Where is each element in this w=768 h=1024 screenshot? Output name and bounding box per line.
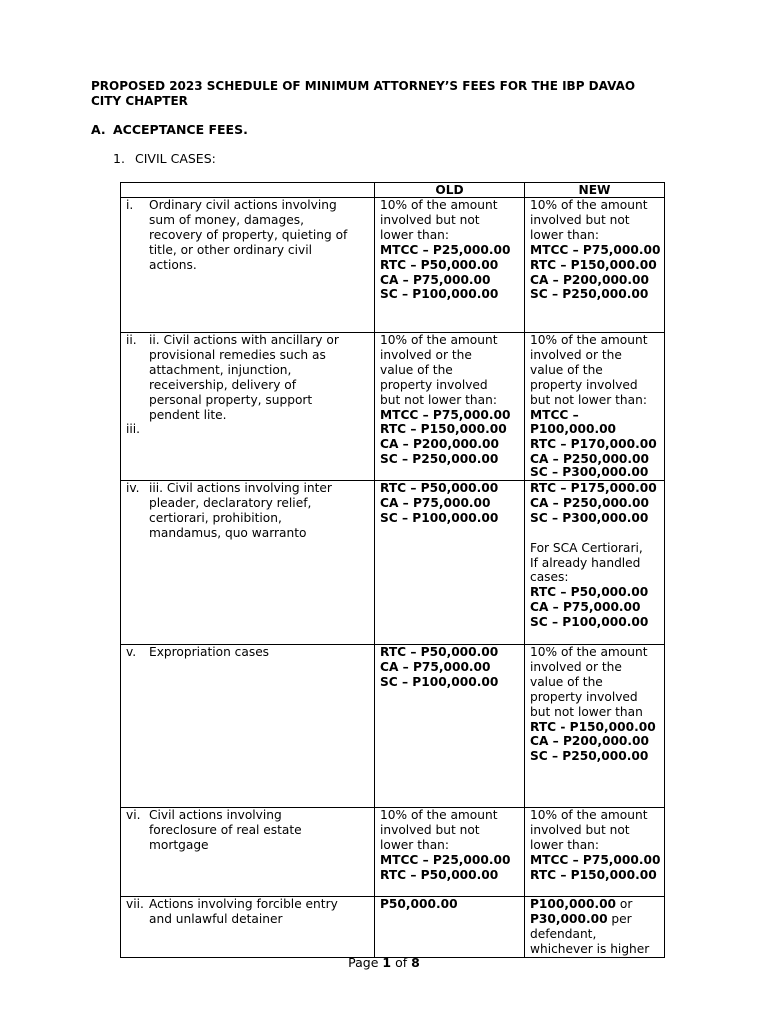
new-fee-cell [525, 198, 665, 333]
row-description [121, 333, 375, 481]
old-fee-amount: CA – P75,000.00 [380, 495, 491, 510]
new-fee-line: lower than: [530, 227, 599, 242]
desc-line: mandamus, quo warranto [149, 525, 307, 540]
subsection-number: 1. [113, 151, 125, 166]
section-number: A. [91, 122, 106, 137]
new-fee-line: 10% of the amount [530, 645, 648, 659]
old-fee-cell [375, 198, 525, 333]
desc-line: receivership, delivery of [149, 377, 297, 392]
new-fee-line: or [616, 897, 633, 911]
section-heading [91, 123, 248, 138]
row-description [121, 808, 375, 897]
new-fee-cell [525, 333, 665, 481]
new-fee-note: cases: [530, 570, 569, 585]
new-fee-amount: CA – P250,000.00 [530, 495, 649, 510]
new-fee-cell [525, 481, 665, 645]
new-fee-cell [525, 897, 665, 958]
new-fee-line: whichever is higher [530, 941, 650, 956]
old-fee-line: 10% of the amount [380, 808, 498, 822]
row-numeral: iii. [126, 422, 141, 437]
new-fee-cell [525, 645, 665, 808]
old-fee-amount: SC – P250,000.00 [380, 452, 499, 467]
page-current: 1 [382, 955, 392, 970]
desc-line: Civil actions involving [149, 808, 282, 822]
new-fee-cell [525, 808, 665, 897]
new-fee-amount: P30,000.00 [530, 911, 608, 926]
new-fee-line: involved but not [530, 822, 630, 837]
new-fee-amount: RTC – P150,000.00 [530, 867, 657, 882]
old-fee-amount: SC – P100,000.00 [380, 287, 499, 302]
new-fee-line: per [607, 911, 632, 926]
desc-line: Actions involving forcible entry [149, 897, 338, 911]
old-fee-amount: CA – P200,000.00 [380, 437, 499, 452]
new-fee-note-amount: RTC – P50,000.00 [530, 585, 649, 600]
header-old: OLD [375, 183, 525, 198]
old-fee-line: involved but not [380, 212, 480, 227]
row-description [121, 645, 375, 808]
section-label: ACCEPTANCE FEES. [113, 122, 248, 137]
new-fee-amount: MTCC – P75,000.00 [530, 242, 661, 257]
new-fee-line: involved or the [530, 659, 622, 674]
desc-line: attachment, injunction, [149, 362, 292, 377]
table-row [121, 645, 665, 808]
old-fee-line: property involved [380, 377, 488, 392]
old-fee-amount: CA – P75,000.00 [380, 272, 491, 287]
desc-line: recovery of property, quieting of [149, 227, 348, 242]
desc-line: certiorari, prohibition, [149, 510, 282, 525]
new-fee-amount: CA – P250,000.00 [530, 452, 649, 467]
new-fee-line: 10% of the amount [530, 198, 648, 212]
row-description [121, 481, 375, 645]
row-description [121, 897, 375, 958]
new-fee-line: but not lower than [530, 704, 643, 719]
new-fee-amount: RTC – P175,000.00 [530, 481, 657, 495]
old-fee-line: value of the [380, 362, 453, 377]
new-fee-amount: RTC – P170,000.00 [530, 437, 657, 452]
old-fee-line: lower than: [380, 837, 449, 852]
row-description [121, 198, 375, 333]
fees-table [120, 182, 665, 958]
old-fee-amount: RTC – P50,000.00 [380, 481, 499, 495]
old-fee-line: involved but not [380, 822, 480, 837]
table-row [121, 481, 665, 645]
new-fee-line: but not lower than: [530, 392, 647, 407]
old-fee-amount: RTC – P50,000.00 [380, 867, 499, 882]
subsection-label: CIVIL CASES: [135, 151, 216, 166]
new-fee-line: defendant, [530, 926, 597, 941]
desc-line: Expropriation cases [149, 645, 270, 659]
new-fee-amount: SC – P250,000.00 [530, 287, 649, 302]
old-fee-amount: RTC – P50,000.00 [380, 645, 499, 659]
desc-line: pendent lite. [149, 407, 227, 422]
table-header-row [121, 183, 665, 198]
old-fee-amount: RTC – P50,000.00 [380, 257, 499, 272]
old-fee-amount: CA – P75,000.00 [380, 659, 491, 674]
new-fee-note: For SCA Certiorari, [530, 540, 643, 555]
old-fee-amount: P50,000.00 [380, 897, 458, 911]
old-fee-cell [375, 897, 525, 958]
old-fee-amount: RTC – P150,000.00 [380, 422, 507, 437]
new-fee-line: 10% of the amount [530, 333, 648, 347]
new-fee-amount: CA – P200,000.00 [530, 734, 649, 749]
old-fee-cell [375, 481, 525, 645]
header-new: NEW [525, 183, 665, 198]
new-fee-line: involved or the [530, 347, 622, 362]
desc-line: iii. Civil actions involving inter [149, 481, 332, 495]
new-fee-note-amount: SC – P100,000.00 [530, 615, 649, 630]
page-middle: of [391, 955, 412, 970]
old-fee-line: lower than: [380, 227, 449, 242]
new-fee-line: 10% of the amount [530, 808, 648, 822]
new-fee-amount: MTCC – P75,000.00 [530, 852, 661, 867]
desc-line: actions. [149, 257, 197, 272]
new-fee-note: If already handled [530, 555, 641, 570]
row-numeral: i. [126, 198, 134, 212]
old-fee-cell [375, 808, 525, 897]
new-fee-amount: CA – P200,000.00 [530, 272, 649, 287]
desc-line: and unlawful detainer [149, 911, 283, 926]
old-fee-line: 10% of the amount [380, 198, 498, 212]
old-fee-line: but not lower than: [380, 392, 497, 407]
document-title: PROPOSED 2023 SCHEDULE OF MINIMUM ATTORNEY’S FEES FOR THE IBP DAVAO CITY CHAPTER [91, 79, 636, 108]
new-fee-line: property involved [530, 689, 638, 704]
new-fee-amount: MTCC – [530, 407, 579, 422]
header-blank [121, 183, 375, 198]
row-numeral: vi. [126, 808, 141, 822]
row-numeral: iv. [126, 481, 140, 495]
new-fee-amount: P100,000.00 [530, 422, 617, 437]
desc-line: Ordinary civil actions involving [149, 198, 337, 212]
old-fee-amount: MTCC – P25,000.00 [380, 242, 511, 257]
table-row [121, 808, 665, 897]
new-fee-amount: SC – P250,000.00 [530, 749, 649, 764]
row-numeral: ii. [126, 333, 137, 347]
desc-line: personal property, support [149, 392, 313, 407]
page-prefix: Page [348, 955, 383, 970]
old-fee-amount: SC – P100,000.00 [380, 674, 499, 689]
desc-line: provisional remedies such as [149, 347, 326, 362]
new-fee-amount: P100,000.00 [530, 897, 617, 911]
table-row [121, 897, 665, 958]
old-fee-line: 10% of the amount [380, 333, 498, 347]
desc-line: title, or other ordinary civil [149, 242, 312, 257]
page-total: 8 [411, 955, 420, 970]
new-fee-line: value of the [530, 674, 603, 689]
desc-line: foreclosure of real estate [149, 822, 302, 837]
table-row [121, 198, 665, 333]
new-fee-line: lower than: [530, 837, 599, 852]
desc-line: ii. Civil actions with ancillary or [149, 333, 339, 347]
old-fee-amount: MTCC – P25,000.00 [380, 852, 511, 867]
old-fee-cell [375, 645, 525, 808]
old-fee-cell [375, 333, 525, 481]
new-fee-line: value of the [530, 362, 603, 377]
table-row [121, 333, 665, 481]
desc-line: pleader, declaratory relief, [149, 495, 312, 510]
new-fee-amount: RTC – P150,000.00 [530, 257, 657, 272]
desc-line: sum of money, damages, [149, 212, 304, 227]
new-fee-line: involved but not [530, 212, 630, 227]
old-fee-line: involved or the [380, 347, 472, 362]
new-fee-amount: SC – P300,000.00 [530, 510, 649, 525]
old-fee-amount: SC – P100,000.00 [380, 510, 499, 525]
subsection-heading [113, 152, 216, 167]
page-number [0, 956, 768, 971]
new-fee-amount: SC – P300,000.00 [530, 467, 649, 479]
new-fee-note-amount: CA – P75,000.00 [530, 600, 641, 615]
new-fee-line: property involved [530, 377, 638, 392]
row-numeral: v. [126, 645, 137, 659]
old-fee-amount: MTCC – P75,000.00 [380, 407, 511, 422]
new-fee-amount: RTC - P150,000.00 [530, 719, 656, 734]
desc-line: mortgage [149, 837, 209, 852]
row-numeral: vii. [126, 897, 144, 911]
